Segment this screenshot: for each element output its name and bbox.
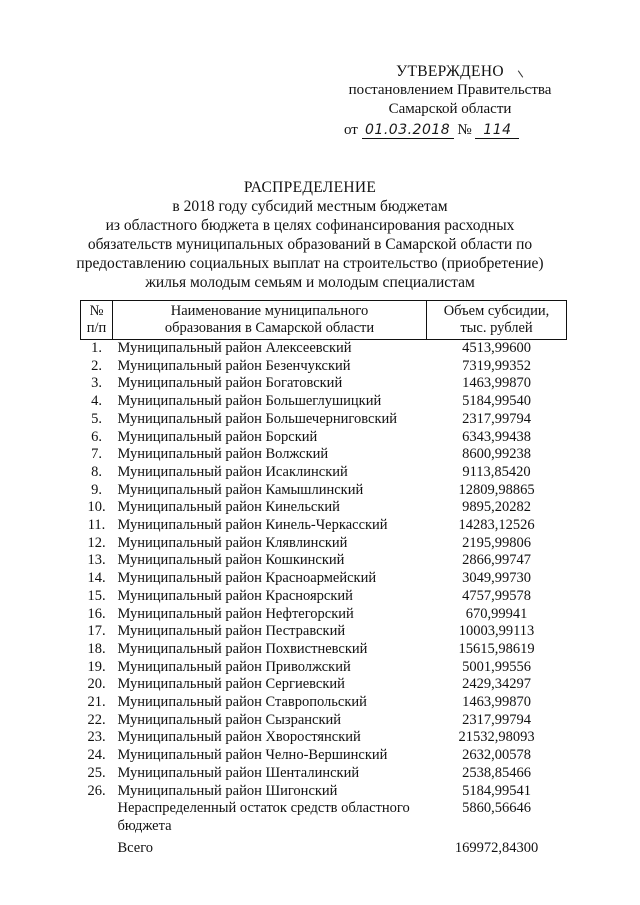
table-row bbox=[81, 641, 567, 659]
row-municipality-name: Муниципальный район Камышлинский bbox=[117, 481, 364, 498]
row-subsidy-value: 12809,98865 bbox=[458, 481, 535, 498]
table-row bbox=[81, 765, 567, 783]
table-row bbox=[81, 358, 567, 376]
row-number: 9. bbox=[91, 481, 102, 498]
row-municipality-name: Муниципальный район Сызранский bbox=[117, 711, 342, 728]
table-row bbox=[81, 659, 567, 677]
header-number-line2: п/п bbox=[86, 320, 107, 336]
row-subsidy-value: 4757,99578 bbox=[462, 587, 531, 604]
row-subsidy-value: 9895,20282 bbox=[462, 499, 531, 516]
row-municipality-name: Муниципальный район Пестравский bbox=[117, 623, 346, 640]
row-municipality-name: Муниципальный район Безенчукский bbox=[117, 357, 351, 374]
header-value-line1: Объем субсидии, bbox=[443, 303, 550, 319]
table-row bbox=[81, 393, 567, 411]
row-municipality-name: Муниципальный район Большеглушицкий bbox=[117, 393, 382, 410]
row-subsidy-value: 2195,99806 bbox=[462, 534, 531, 551]
approval-line-decree: постановлением Правительства bbox=[348, 82, 552, 98]
row-subsidy-value: 6343,99438 bbox=[462, 428, 531, 445]
distribution-table bbox=[80, 300, 567, 857]
row-subsidy-value: 4513,99600 bbox=[462, 340, 531, 356]
row-municipality-name: Муниципальный район Похвистневский bbox=[117, 640, 368, 657]
row-municipality-name: Муниципальный район Челно-Вершинский bbox=[117, 747, 388, 764]
row-number: 22. bbox=[87, 711, 106, 728]
document-title-block bbox=[60, 178, 560, 292]
remainder-row bbox=[81, 800, 567, 835]
document-subtitle-line: из областного бюджета в целях софинансирования расходных bbox=[105, 217, 515, 234]
table-row bbox=[81, 464, 567, 482]
row-subsidy-value: 2429,34297 bbox=[462, 676, 531, 693]
table-row bbox=[81, 712, 567, 730]
row-subsidy-value: 2866,99747 bbox=[462, 552, 531, 569]
row-municipality-name: Муниципальный район Ставропольский bbox=[117, 694, 367, 711]
table-row bbox=[81, 552, 567, 570]
row-municipality-name: Муниципальный район Исаклинский bbox=[117, 463, 348, 480]
header-value-line2: тыс. рублей bbox=[460, 320, 533, 336]
document-subtitle-line: предоставлению социальных выплат на строительство (приобретение) bbox=[76, 255, 544, 272]
total-label: Всего bbox=[117, 839, 154, 856]
row-number: 23. bbox=[87, 729, 106, 746]
table-row bbox=[81, 446, 567, 464]
row-municipality-name: Муниципальный район Большечерниговский bbox=[117, 410, 398, 427]
document-title: РАСПРЕДЕЛЕНИЕ bbox=[243, 179, 377, 196]
handwritten-date: 01.03.2018 bbox=[362, 122, 454, 139]
row-subsidy-value: 5184,99541 bbox=[462, 782, 531, 799]
row-number: 16. bbox=[87, 605, 106, 622]
table-row bbox=[81, 411, 567, 429]
header-value bbox=[427, 301, 567, 340]
table-row bbox=[81, 783, 567, 801]
row-subsidy-value: 2632,00578 bbox=[462, 747, 531, 764]
document-subtitle-line: жилья молодым семьям и молодым специалистам bbox=[145, 274, 475, 291]
row-subsidy-value: 1463,99870 bbox=[462, 375, 531, 392]
table-row bbox=[81, 375, 567, 393]
row-subsidy-value: 670,99941 bbox=[465, 605, 528, 622]
table-row bbox=[81, 482, 567, 500]
row-municipality-name: Муниципальный район Шигонский bbox=[117, 782, 338, 799]
table-row bbox=[81, 606, 567, 624]
row-number: 15. bbox=[87, 587, 106, 604]
table-row bbox=[81, 588, 567, 606]
row-subsidy-value: 5001,99556 bbox=[462, 658, 531, 675]
header-name-line2: образования в Самарской области bbox=[164, 320, 375, 336]
row-municipality-name: Муниципальный район Хворостянский bbox=[117, 729, 361, 746]
row-number: 24. bbox=[87, 747, 106, 764]
table-row bbox=[81, 623, 567, 641]
remainder-label-line1: Нераспределенный остаток средств областного bbox=[117, 800, 410, 817]
row-subsidy-value: 3049,99730 bbox=[462, 570, 531, 587]
table-header-row bbox=[81, 301, 567, 340]
row-number: 26. bbox=[87, 782, 106, 799]
row-subsidy-value: 8600,99238 bbox=[462, 446, 531, 463]
table-row bbox=[81, 570, 567, 588]
handwritten-number: 114 bbox=[475, 122, 519, 139]
row-municipality-name: Муниципальный район Сергиевский bbox=[117, 676, 345, 693]
row-subsidy-value: 10003,99113 bbox=[458, 623, 535, 640]
row-municipality-name: Муниципальный район Борский bbox=[117, 428, 318, 445]
row-subsidy-value: 5184,99540 bbox=[462, 393, 531, 410]
row-municipality-name: Муниципальный район Нефтегорский bbox=[117, 605, 354, 622]
row-municipality-name: Муниципальный район Кинельский bbox=[117, 499, 340, 516]
row-municipality-name: Муниципальный район Шенталинский bbox=[117, 764, 360, 781]
table-row bbox=[81, 499, 567, 517]
table-row bbox=[81, 747, 567, 765]
remainder-label-line2: бюджета bbox=[117, 817, 172, 834]
row-number: 4. bbox=[91, 393, 102, 410]
row-number: 20. bbox=[87, 676, 106, 693]
approval-title: УТВЕРЖДЕНО bbox=[396, 63, 504, 80]
number-sign: № bbox=[457, 122, 472, 138]
row-number: 17. bbox=[87, 623, 106, 640]
document-subtitle-line: обязательств муниципальных образований в Самарской области по bbox=[87, 236, 533, 253]
row-subsidy-value: 7319,99352 bbox=[462, 357, 531, 374]
row-subsidy-value: 21532,98093 bbox=[458, 729, 535, 746]
approval-block bbox=[330, 62, 570, 140]
row-number: 14. bbox=[87, 570, 106, 587]
table-row bbox=[81, 429, 567, 447]
row-subsidy-value: 9113,85420 bbox=[462, 463, 531, 480]
header-number-line1: № bbox=[89, 303, 104, 319]
row-number: 6. bbox=[91, 428, 102, 445]
row-subsidy-value: 2317,99794 bbox=[462, 711, 531, 728]
row-municipality-name: Муниципальный район Красноярский bbox=[117, 587, 353, 604]
row-municipality-name: Муниципальный район Алексеевский bbox=[117, 340, 352, 356]
row-number: 10. bbox=[87, 499, 106, 516]
row-municipality-name: Муниципальный район Клявлинский bbox=[117, 534, 348, 551]
row-number: 25. bbox=[87, 764, 106, 781]
row-number: 12. bbox=[87, 534, 106, 551]
row-municipality-name: Муниципальный район Кинель-Черкасский bbox=[117, 517, 388, 534]
row-number: 11. bbox=[87, 517, 106, 534]
table-row bbox=[81, 340, 567, 358]
row-number: 5. bbox=[91, 410, 102, 427]
row-number: 7. bbox=[91, 446, 102, 463]
total-value: 169972,84300 bbox=[454, 839, 539, 856]
row-number: 21. bbox=[87, 694, 106, 711]
row-municipality-name: Муниципальный район Приволжский bbox=[117, 658, 351, 675]
row-number: 3. bbox=[91, 375, 102, 392]
row-municipality-name: Муниципальный район Кошкинский bbox=[117, 552, 345, 569]
row-subsidy-value: 2538,85466 bbox=[462, 764, 531, 781]
date-prefix: от bbox=[344, 122, 358, 138]
approval-line-region: Самарской области bbox=[388, 101, 512, 117]
table-row bbox=[81, 517, 567, 535]
approval-date-number-line bbox=[330, 121, 570, 140]
row-subsidy-value: 1463,99870 bbox=[462, 694, 531, 711]
row-number: 8. bbox=[91, 463, 102, 480]
row-number: 18. bbox=[87, 640, 106, 657]
row-subsidy-value: 14283,12526 bbox=[458, 517, 535, 534]
header-name-line1: Наименование муниципального bbox=[170, 303, 369, 319]
table-row bbox=[81, 694, 567, 712]
row-municipality-name: Муниципальный район Волжский bbox=[117, 446, 329, 463]
table-row bbox=[81, 535, 567, 553]
row-number: 2. bbox=[91, 357, 102, 374]
row-number: 19. bbox=[87, 658, 106, 675]
header-name bbox=[113, 301, 427, 340]
row-number: 13. bbox=[87, 552, 106, 569]
remainder-value: 5860,56646 bbox=[462, 800, 531, 817]
table-row bbox=[81, 676, 567, 694]
header-number bbox=[81, 301, 113, 340]
row-municipality-name: Муниципальный район Богатовский bbox=[117, 375, 343, 392]
document-subtitle-line: в 2018 году субсидий местным бюджетам bbox=[172, 198, 448, 215]
row-subsidy-value: 2317,99794 bbox=[462, 410, 531, 427]
row-number: 1. bbox=[91, 340, 102, 356]
row-subsidy-value: 15615,98619 bbox=[458, 640, 535, 657]
remainder-label bbox=[113, 800, 427, 835]
table-row bbox=[81, 729, 567, 747]
row-municipality-name: Муниципальный район Красноармейский bbox=[117, 570, 377, 587]
total-row bbox=[81, 836, 567, 858]
